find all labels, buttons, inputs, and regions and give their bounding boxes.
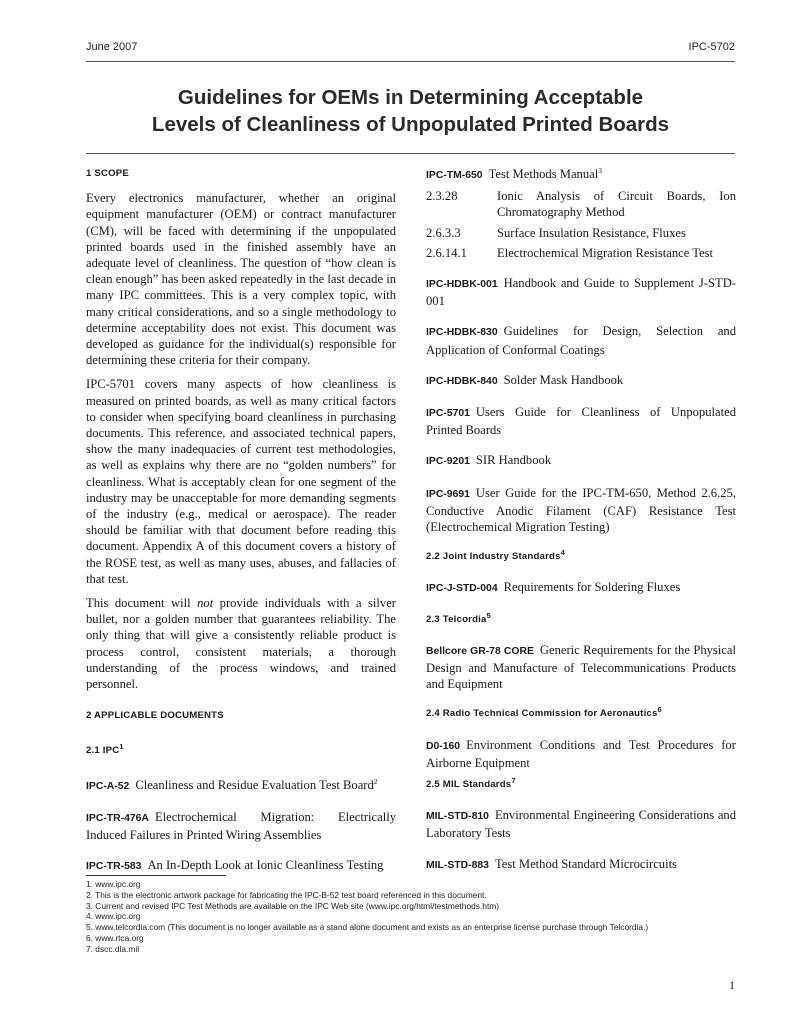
reference-mil-std-883: MIL-STD-883 Test Method Standard Microcircuits [426,856,677,871]
page-title [86,84,735,138]
title-rule [86,153,735,154]
header-doc-id: IPC-5702 [688,41,735,53]
title-line-1: Guidelines for OEMs in Determining Acceptable [177,86,644,109]
reference-mil-std-810: MIL-STD-810 Environmental Engineering Considerations and Laboratory Tests [426,808,736,841]
reference-ipc-hdbk-840: IPC-HDBK-840 Solder Mask Handbook [426,372,624,387]
scope-paragraph-2: IPC-5701 covers many aspects of how cleanliness is measured on printed boards, as well as many critical factors to consider when specifying board cleanliness in purchasing documents. This reference, and associated technical papers, show the many inadequacies of current test methodologies, as well as explains why there are no “golden numbers” for cleanliness. What is acceptably clean for one segment of the industry may be unacceptable for more demanding segments of the industry (e.g., medical or aerospace). The reader should be familiar with that document before reading this document. Appendix A of this document covers a history of the ROSE test, as well as many uses, abuses, and fallacies of that test. [86,377,396,586]
reference-ipc-hdbk-830: IPC-HDBK-830 Guidelines for Design, Selection and Application of Conformal Coatings [426,324,736,357]
page-number: 1 [729,978,735,992]
section-heading-applicable-documents: 2 APPLICABLE DOCUMENTS [86,710,224,722]
scope-paragraph-3: This document will not provide individuals with a silver bullet, nor a golden number that guarantees reliability. The only thing that will give a consistently reliable product is process control, consistent materials, a thorough understanding of the process windows, and trained personnel. [86,596,396,692]
reference-ipc-5701: IPC-5701 Users Guide for Cleanliness of Unpopulated Printed Boards [426,405,736,438]
section-heading-mil-standards: 2.5 MIL Standards$^7$ [426,775,516,791]
footnote-item: 5. www.telcordia.com (This document is no longer available as a stand alone document and exists as an enterprise license purchase through Telcordia.) [86,922,649,933]
reference-ipc-j-std-004: IPC-J-STD-004 Requirements for Soldering Fluxes [426,580,681,595]
scope-paragraph-1: Every electronics manufacturer, whether an original equipment manufacturer (OEM) or contract manufacturer (CM), will be faced with determining if the unpopulated printed boards used in the finished assembly have an adequate level of cleanliness. The question of “how clean is clean enough” has been asked repeatedly in the last decade in many IPC committees. This is a very complex topic, with many critical considerations, and so a single methodology to determine acceptability does not exist. This document was developed as guidance for the individual(s) responsible for determining these criteria for their company. [86,191,396,368]
left-column [86,166,396,890]
footnote-item: 2. This is the electronic artwork package for fabricating the IPC-B-52 test board referenced in this document. [86,889,487,900]
footnote-item: 4. www.ipc.org [86,911,141,922]
section-heading-ipc: 2.1 IPC$^1$ [86,741,124,756]
section-heading-telcordia: 2.3 Telcordia$^5$ [426,610,491,625]
header-rule [86,61,735,62]
test-method-row: 2.6.14.1 Electrochemical Migration Resistance Test [426,245,714,260]
right-column [426,166,736,888]
reference-ipc-hdbk-001: IPC-HDBK-001 Handbook and Guide to Supplement J-STD-001 [426,276,736,309]
reference-d0-160: D0-160 Environment Conditions and Test Procedures for Airborne Equipment [426,737,736,770]
footnote-item: 7. dscc.dla.mil [86,943,140,954]
reference-bellcore-gr-78: Bellcore GR-78 CORE Generic Requirements for the Physical Design and Manufacture of Telecommunications Products and Equipment [426,642,736,692]
footnotes [86,879,736,955]
footnote-item: 1. www.ipc.org [86,879,141,889]
emphasis-not: not [197,596,214,611]
reference-ipc-tr-583: IPC-TR-583 An In-Depth Look at Ionic Cleanliness Testing [86,858,384,873]
reference-ipc-tr-476a: IPC-TR-476A Electrochemical Migration: Electrically Induced Failures in Printed Wiring Assemblies [86,809,396,843]
test-method-row: 2.3.28 Ionic Analysis of Circuit Boards, Ion Chromatography Method [426,189,736,220]
footnote-item: 3. Current and revised IPC Test Methods are available on the IPC Web site (www.ipc.org/html/testmethods.htm) [86,900,500,911]
title-line-2: Levels of Cleanliness of Unpopulated Printed Boards [151,113,670,136]
reference-ipc-a-52: IPC-A-52 Cleanliness and Residue Evaluation Test Board$^2$ [86,776,378,792]
footnote-item: 6. www.rtca.org [86,932,144,943]
reference-ipc-9691: IPC-9691 User Guide for the IPC-TM-650, Method 2.6.25, Conductive Anodic Filament (CAF) Resistance Test (Electrochemical Migration Testing) [426,485,736,535]
reference-ipc-tm-650: IPC-TM-650 Test Methods Manual$^3$ [426,165,602,181]
section-heading-scope: 1 SCOPE [86,168,129,179]
footnote-rule [86,875,226,876]
header-date: June 2007 [86,41,138,53]
test-method-row: 2.6.3.3 Surface Insulation Resistance, Fluxes [426,225,686,240]
section-heading-rtca: 2.4 Radio Technical Commission for Aeronautics$^6$ [426,705,662,720]
reference-ipc-9201: IPC-9201 SIR Handbook [426,453,552,468]
section-heading-joint-industry-standards: 2.2 Joint Industry Standards$^4$ [426,548,565,563]
